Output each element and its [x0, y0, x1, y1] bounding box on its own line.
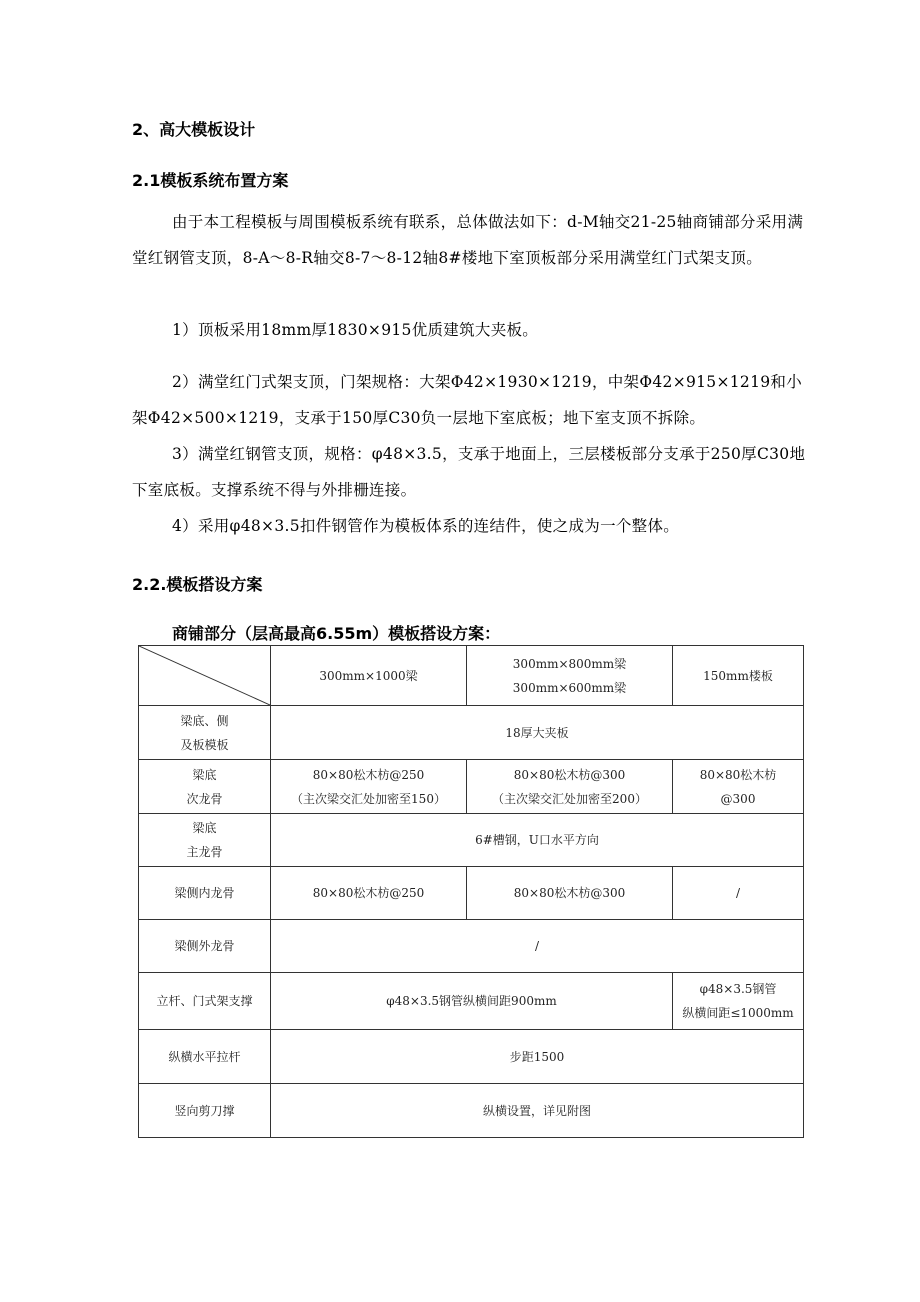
table-row	[139, 1084, 804, 1138]
table-cell	[467, 760, 673, 814]
list-item: 3）满堂红钢管支顶，规格：φ48×3.5，支承于地面上，三层楼板部分支承于250厚C30地下室底板。支撑系统不得与外排栅连接。	[132, 445, 806, 499]
cell-line: 80×80松木枋@300	[513, 767, 626, 782]
subsection-heading-2-2: 2.2.模板搭设方案	[132, 575, 263, 594]
row-label: 立杆、门式架支撑	[139, 973, 271, 1030]
label-line: 梁底	[192, 767, 217, 782]
cell-line: 80×80松木枋	[699, 767, 777, 782]
table-cell	[271, 760, 467, 814]
header-line: 300mm×600mm梁	[512, 680, 627, 695]
list-item: 2）满堂红门式架支顶，门架规格：大架Φ42×1930×1219，中架Φ42×915×1219和小架Φ42×500×1219，支承于150厚C30负一层地下室底板；地下室支顶不拆除。	[132, 373, 802, 427]
row-label	[139, 760, 271, 814]
table-cell: /	[271, 920, 804, 973]
header-cell: 300mm×1000梁	[271, 646, 467, 706]
label-line: 次龙骨	[186, 791, 223, 806]
label-line: 梁底、侧	[180, 713, 229, 728]
table-cell: 步距1500	[271, 1030, 804, 1084]
table-row	[139, 814, 804, 867]
table-cell: 6#槽钢，U口水平方向	[271, 814, 804, 867]
table-cell	[673, 760, 804, 814]
table-cell: 80×80松木枋@300	[467, 867, 673, 920]
cell-line: （主次梁交汇处加密至200）	[492, 791, 647, 806]
list-item: 4）采用φ48×3.5扣件钢管作为模板体系的连结件，使之成为一个整体。	[172, 517, 680, 535]
table-row	[139, 706, 804, 760]
table-row	[139, 1030, 804, 1084]
label-line: 及板模板	[180, 737, 229, 752]
cell-line: （主次梁交汇处加密至150）	[291, 791, 446, 806]
row-label: 纵横水平拉杆	[139, 1030, 271, 1084]
table-cell: /	[673, 867, 804, 920]
row-label: 梁侧外龙骨	[139, 920, 271, 973]
label-line: 梁底	[192, 821, 217, 835]
header-cell: 150mm楼板	[673, 646, 804, 706]
table-row	[139, 920, 804, 973]
table-caption: 商铺部分（层高最高6.55m）模板搭设方案：	[172, 624, 501, 643]
header-cell	[467, 646, 673, 706]
label-line: 主龙骨	[186, 845, 223, 859]
table-cell: 18厚大夹板	[271, 706, 804, 760]
cell-line: 纵横间距≤1000mm	[682, 1006, 794, 1020]
table-cell: 纵横设置，详见附图	[271, 1084, 804, 1138]
section-heading: 2、高大模板设计	[132, 120, 256, 139]
row-label: 梁侧内龙骨	[139, 867, 271, 920]
intro-paragraph: 由于本工程模板与周围模板系统有联系，总体做法如下：d-M轴交21-25轴商铺部分采用满堂红钢管支顶，8-A～8-R轴交8-7～8-12轴8#楼地下室顶板部分采用满堂红门式架支顶。	[132, 213, 804, 267]
subsection-heading-2-1: 2.1模板系统布置方案	[132, 171, 289, 190]
diagonal-header-cell	[139, 646, 271, 706]
table-cell	[673, 973, 804, 1030]
header-line: 300mm×800mm梁	[512, 656, 627, 671]
row-label	[139, 706, 271, 760]
cell-line: @300	[720, 791, 756, 806]
table-cell: φ48×3.5钢管纵横间距900mm	[271, 973, 673, 1030]
cell-line: φ48×3.5钢管	[699, 982, 777, 996]
row-label	[139, 814, 271, 867]
list-item: 1）顶板采用18mm厚1830×915优质建筑大夹板。	[172, 321, 539, 339]
table-row	[139, 760, 804, 814]
table-row	[139, 867, 804, 920]
table-row	[139, 973, 804, 1030]
row-label: 竖向剪刀撑	[139, 1084, 271, 1138]
table-cell: 80×80松木枋@250	[271, 867, 467, 920]
cell-line: 80×80松木枋@250	[312, 767, 425, 782]
formwork-table	[138, 645, 804, 1138]
table-header-row	[139, 646, 804, 706]
